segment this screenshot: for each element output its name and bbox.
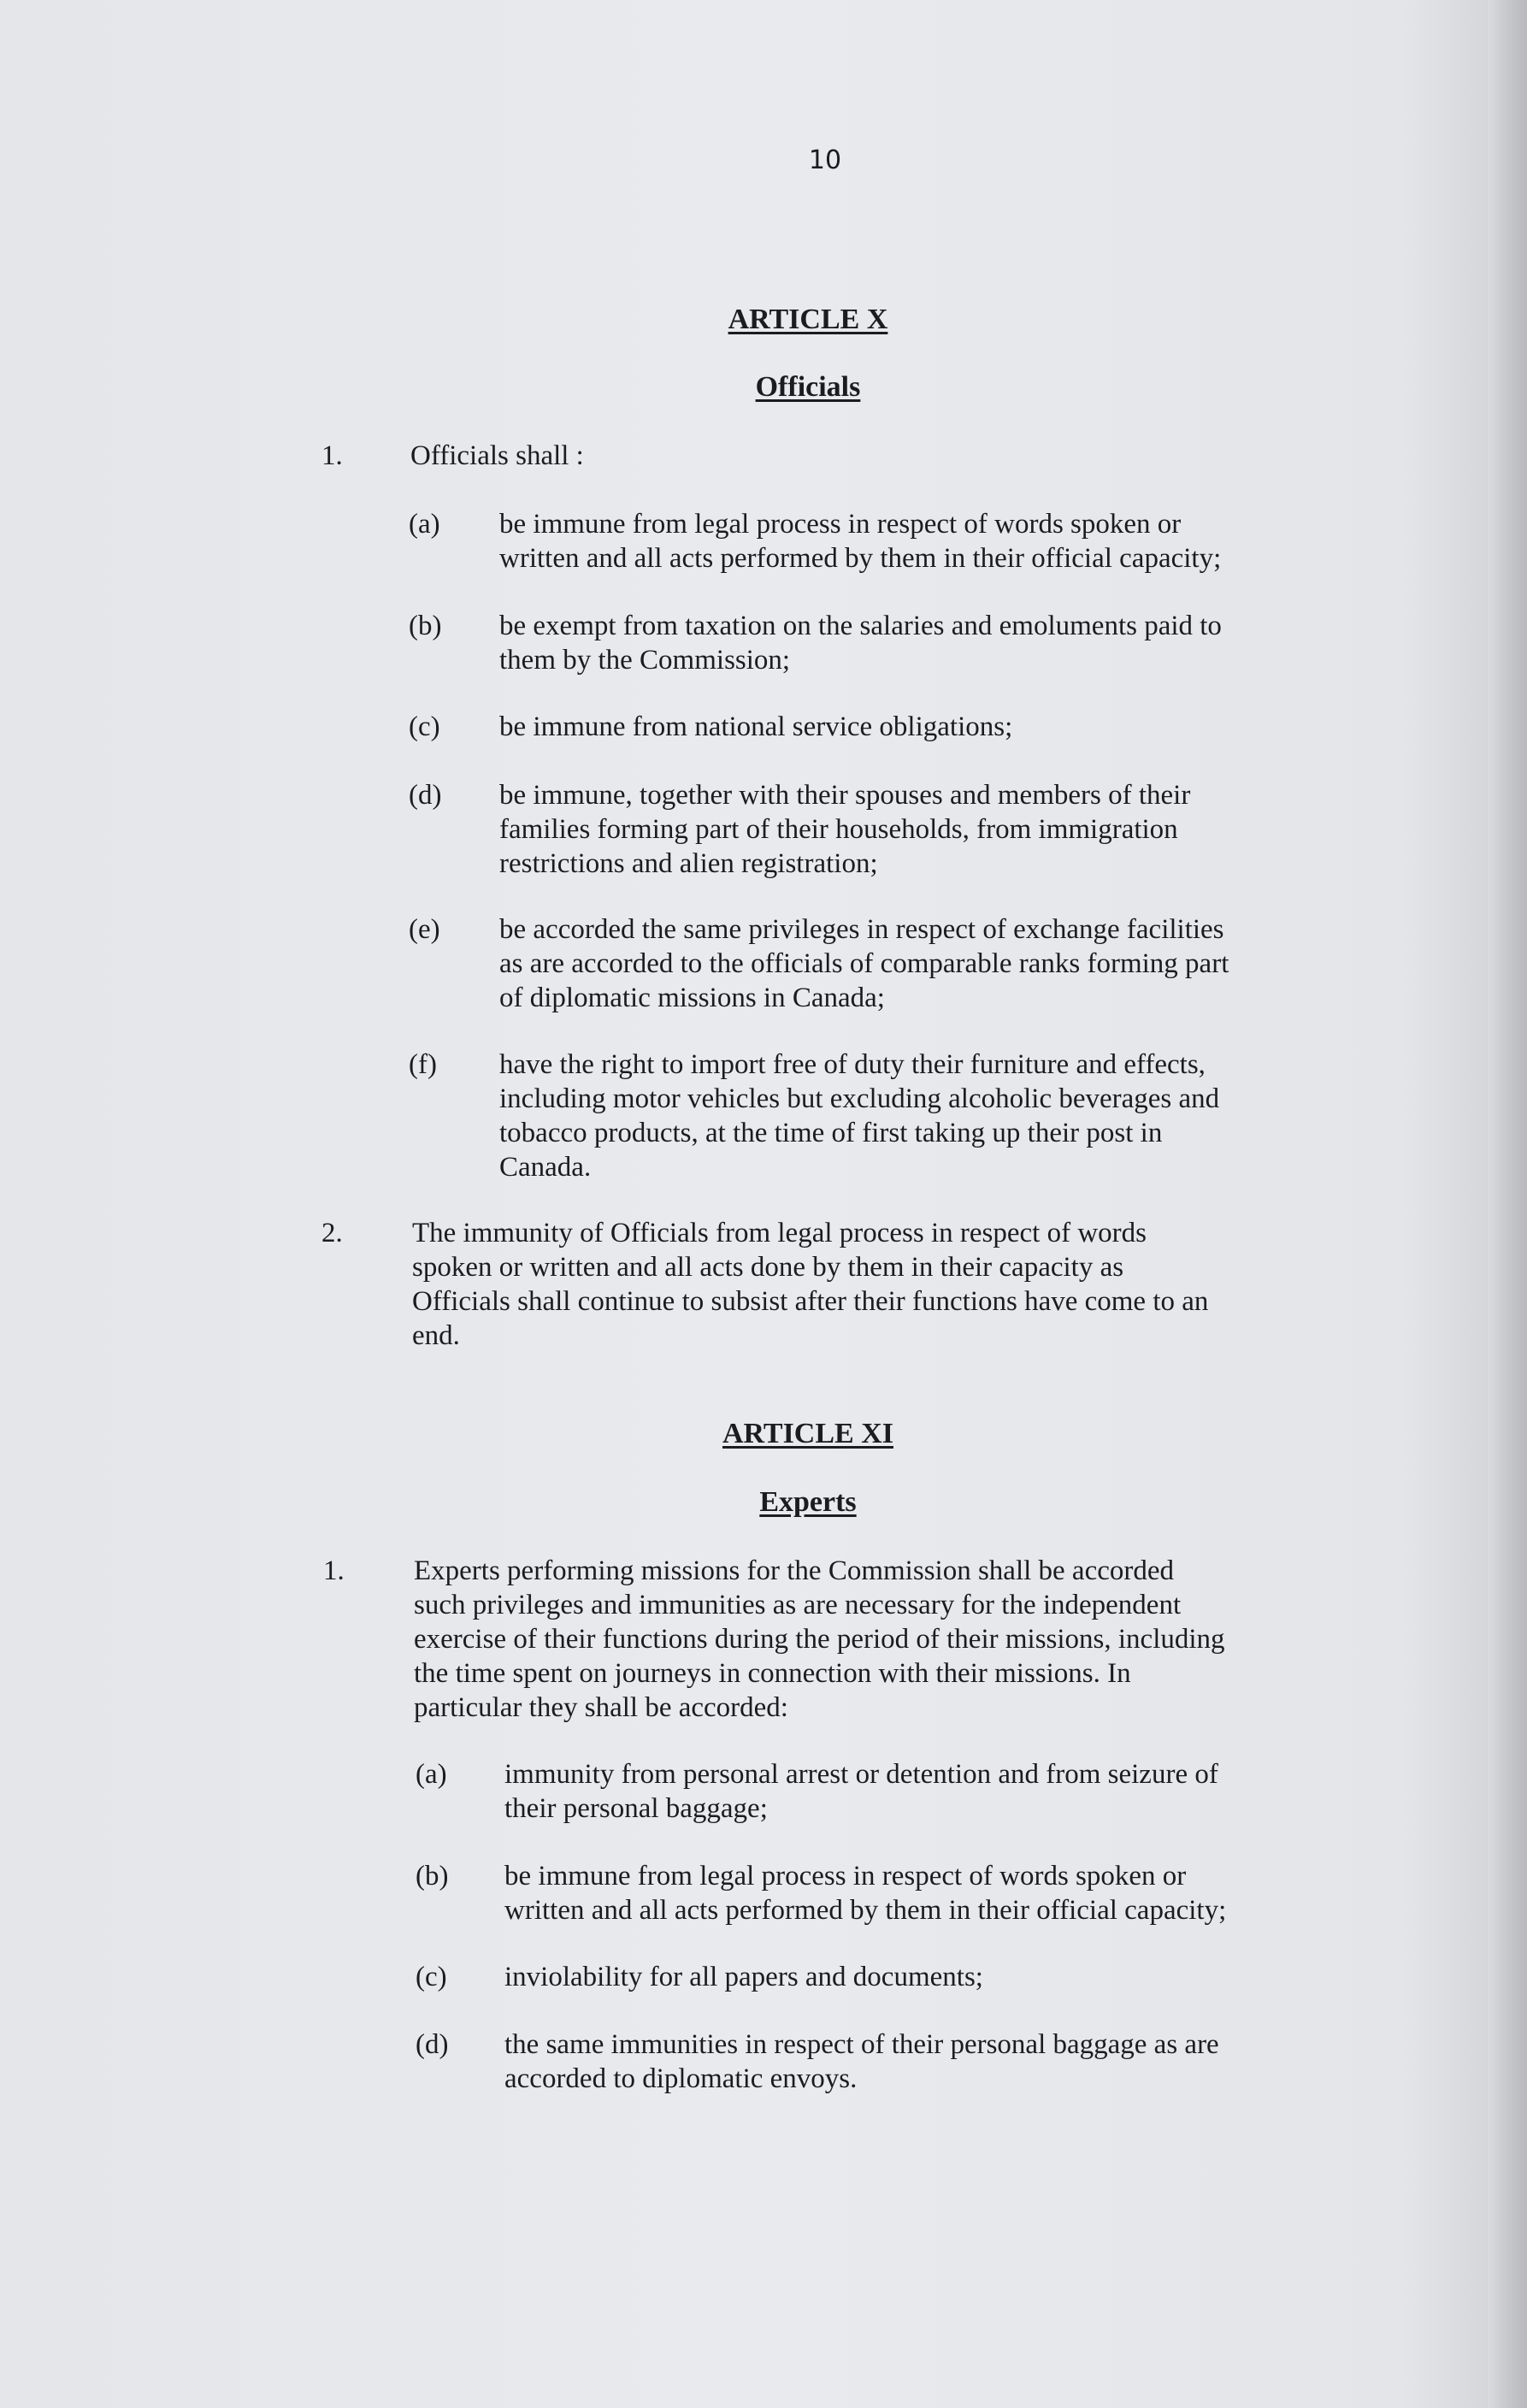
article-xi-item-c-text (504, 1960, 983, 1994)
text-line: be accorded the same privileges in respect of exchange facilities (499, 914, 1224, 945)
text-line: the same immunities in respect of their personal baggage as are (504, 2029, 1219, 2060)
article-x-item-f-label: (f) (409, 1049, 437, 1080)
article-xi-item-b-text (504, 1859, 1226, 1927)
text-line: be immune, together with their spouses and members of their (499, 780, 1191, 811)
text-line: spoken or written and all acts done by them in their capacity as (412, 1252, 1124, 1283)
text-line: be immune from national service obligations; (499, 711, 1013, 742)
article-xi-para-1-number: 1. (323, 1555, 345, 1586)
article-x-para-1-text: Officials shall : (410, 440, 584, 471)
article-x-item-a-text (499, 507, 1221, 575)
text-line: as are accorded to the officials of comparable ranks forming part (499, 948, 1229, 979)
article-x-item-e-label: (e) (409, 914, 440, 945)
article-xi-title: ARTICLE XI (722, 1418, 893, 1449)
text-line: them by the Commission; (499, 645, 791, 676)
page-number: 10 (808, 145, 842, 175)
text-line: have the right to import free of duty their furniture and effects, (499, 1049, 1206, 1080)
text-line: end. (412, 1320, 460, 1351)
article-x-para-2-number: 2. (321, 1218, 343, 1248)
text-line: inviolability for all papers and documents; (504, 1962, 983, 1992)
article-x-item-d-text (499, 778, 1190, 881)
text-line: be immune from legal process in respect of words spoken or (499, 509, 1182, 540)
text-line: particular they shall be accorded: (414, 1692, 788, 1723)
text-line: tobacco products, at the time of first taking up their post in (499, 1118, 1163, 1148)
article-x-item-f-text (499, 1048, 1219, 1184)
text-line: their personal baggage; (504, 1793, 768, 1824)
article-x-item-c-label: (c) (409, 711, 440, 742)
text-line: be immune from legal process in respect of words spoken or (504, 1861, 1187, 1892)
text-line: written and all acts performed by them in their official capacity; (499, 543, 1222, 574)
article-x-para-2-text (412, 1216, 1208, 1353)
article-x-subtitle: Officials (755, 371, 861, 403)
text-line: restrictions and alien registration; (499, 848, 878, 879)
article-x-item-d-label: (d) (409, 780, 442, 811)
text-line: Experts performing missions for the Commission shall be accorded (414, 1555, 1175, 1586)
text-line: Canada. (499, 1152, 592, 1183)
text-line: Officials shall continue to subsist after their functions have come to an (412, 1286, 1209, 1317)
article-x-item-b-label: (b) (409, 611, 442, 641)
text-line: The immunity of Officials from legal process in respect of words (412, 1218, 1147, 1248)
article-xi-item-d-label: (d) (416, 2029, 449, 2060)
text-line: of diplomatic missions in Canada; (499, 983, 885, 1013)
article-x-item-b-text (499, 609, 1222, 677)
article-x-title: ARTICLE X (728, 304, 888, 335)
article-xi-item-a-text (504, 1757, 1218, 1826)
article-xi-item-c-label: (c) (416, 1962, 447, 1992)
text-line: such privileges and immunities as are necessary for the independent (414, 1590, 1182, 1620)
text-line: families forming part of their households, from immigration (499, 814, 1178, 845)
text-line: be exempt from taxation on the salaries and emoluments paid to (499, 611, 1222, 641)
article-xi-subtitle: Experts (759, 1486, 857, 1518)
article-xi-item-d-text (504, 2027, 1219, 2096)
article-x-item-c-text (499, 710, 1012, 744)
article-xi-item-a-label: (a) (416, 1759, 447, 1790)
text-line: including motor vehicles but excluding alcoholic beverages and (499, 1083, 1220, 1114)
text-line: exercise of their functions during the period of their missions, including (414, 1624, 1225, 1655)
text-line: immunity from personal arrest or detention and from seizure of (504, 1759, 1218, 1790)
article-xi-item-b-label: (b) (416, 1861, 449, 1892)
article-x-para-1-number: 1. (321, 440, 343, 471)
text-line: written and all acts performed by them in their official capacity; (504, 1895, 1227, 1926)
article-x-item-e-text (499, 912, 1229, 1015)
article-x-item-a-label: (a) (409, 509, 440, 540)
text-line: accorded to diplomatic envoys. (504, 2063, 858, 2094)
text-line: the time spent on journeys in connection with their missions. In (414, 1658, 1131, 1689)
article-xi-para-1-text (414, 1554, 1225, 1725)
